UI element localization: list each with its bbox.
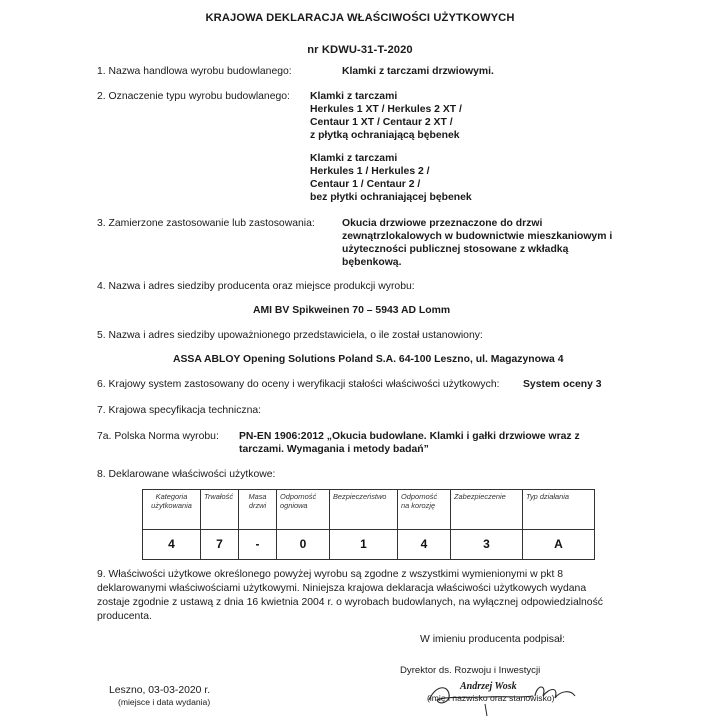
section-1-value: Klamki z tarczami drzwiowymi.	[342, 66, 494, 77]
product-type-without-plate	[310, 152, 472, 204]
table-header-row	[143, 490, 595, 530]
table-values-row	[143, 530, 595, 560]
compliance-line: zostaje zgodnie z ustawą z dnia 16 kwietnia 2004 r. o wyrobach budowlanych, na wyłącznej odpowiedzialność	[97, 597, 603, 608]
compliance-line: 9. Właściwości użytkowe określonego powyżej wyrobu są zgodne z wszystkimi wymienionymi w pkt 8	[97, 569, 564, 580]
section-9-text	[97, 568, 603, 624]
section-3-label: 3. Zamierzone zastosowanie lub zastosowania:	[97, 218, 315, 229]
section-7-label: 7. Krajowa specyfikacja techniczna:	[97, 405, 262, 416]
section-6-label: 6. Krajowy system zastosowany do oceny i weryfikacji stałości właściwości użytkowych:	[97, 379, 500, 390]
type-line: Klamki z tarczami	[310, 153, 398, 164]
header-cell: Odporność na korozję	[398, 490, 451, 530]
value-cell: 4	[398, 530, 451, 560]
representative-address: ASSA ABLOY Opening Solutions Poland S.A. 64-100 Leszno, ul. Magazynowa 4	[173, 354, 564, 365]
signatory-position: Dyrektor ds. Rozwoju i Inwestycji	[400, 665, 541, 676]
type-line: Herkules 1 / Herkules 2 /	[310, 166, 430, 177]
header-cell: Bezpieczeństwo	[330, 490, 398, 530]
section-8-label: 8. Deklarowane właściwości użytkowe:	[97, 469, 276, 480]
document-title: KRAJOWA DEKLARACJA WŁAŚCIWOŚCI UŻYTKOWYCH	[205, 12, 515, 24]
value-cell: -	[239, 530, 277, 560]
name-caption: (imię i nazwisko oraz stanowisko)	[427, 693, 555, 703]
standard-line-1: PN-EN 1906:2012 „Okucia budowlane. Klamki i gałki drzwiowe wraz z	[239, 431, 580, 442]
compliance-line: deklarowanymi właściwościami użytkowymi. Niniejsza krajowa deklaracja właściwości użytkowych wydana	[97, 583, 587, 594]
type-line: z płytką ochraniającą bębenek	[310, 130, 460, 141]
header-cell: Trwałość	[201, 490, 239, 530]
place-and-date: Leszno, 03-03-2020 r.	[109, 685, 211, 696]
section-5-label: 5. Nazwa i adres siedziby upoważnionego przedstawiciela, o ile został ustanowiony:	[97, 330, 483, 341]
header-cell: Zabezpieczenie	[451, 490, 523, 530]
type-line: Centaur 1 / Centaur 2 /	[310, 179, 421, 190]
standard-line-2: tarczami. Wymagania i metody badań”	[239, 444, 429, 455]
value-cell: A	[523, 530, 595, 560]
place-date-caption: (miejsce i data wydania)	[118, 697, 211, 707]
manufacturer-address: AMI BV Spikweinen 70 – 5943 AD Lomm	[253, 305, 451, 316]
header-cell: Kategoria użytkowania	[143, 490, 201, 530]
type-line: Klamki z tarczami	[310, 91, 398, 102]
product-type-with-plate	[310, 90, 462, 142]
use-line: użyteczności publicznej stosowane z wkładką	[342, 244, 569, 255]
declaration-number: nr KDWU-31-T-2020	[307, 44, 413, 56]
type-line: Herkules 1 XT / Herkules 2 XT /	[310, 104, 462, 115]
header-cell: Masa drzwi	[239, 490, 277, 530]
use-line: Okucia drzwiowe przeznaczone do drzwi	[342, 218, 543, 229]
compliance-line: producenta.	[97, 611, 152, 622]
section-4-label: 4. Nazwa i adres siedziby producenta oraz miejsce produkcji wyrobu:	[97, 281, 415, 292]
value-cell: 4	[143, 530, 201, 560]
assessment-system: System oceny 3	[523, 379, 602, 390]
signature-name: Andrzej Wosk	[460, 681, 517, 692]
value-cell: 0	[277, 530, 330, 560]
section-1-label: 1. Nazwa handlowa wyrobu budowlanego:	[97, 66, 292, 77]
use-line: zewnątrzlokalowych w budownictwie mieszkaniowym i	[342, 231, 613, 242]
use-line: bębenkową.	[342, 257, 402, 268]
performance-table	[142, 489, 595, 560]
value-cell: 7	[201, 530, 239, 560]
type-line: bez płytki ochraniającej bębenek	[310, 192, 472, 203]
section-7a-label: 7a. Polska Norma wyrobu:	[97, 431, 219, 442]
section-3-value	[342, 217, 612, 269]
signed-on-behalf: W imieniu producenta podpisał:	[420, 634, 565, 645]
value-cell: 1	[330, 530, 398, 560]
header-cell: Typ działania	[523, 490, 595, 530]
type-line: Centaur 1 XT / Centaur 2 XT /	[310, 117, 453, 128]
value-cell: 3	[451, 530, 523, 560]
header-cell: Odporność ogniowa	[277, 490, 330, 530]
section-2-label: 2. Oznaczenie typu wyrobu budowlanego:	[97, 91, 290, 102]
